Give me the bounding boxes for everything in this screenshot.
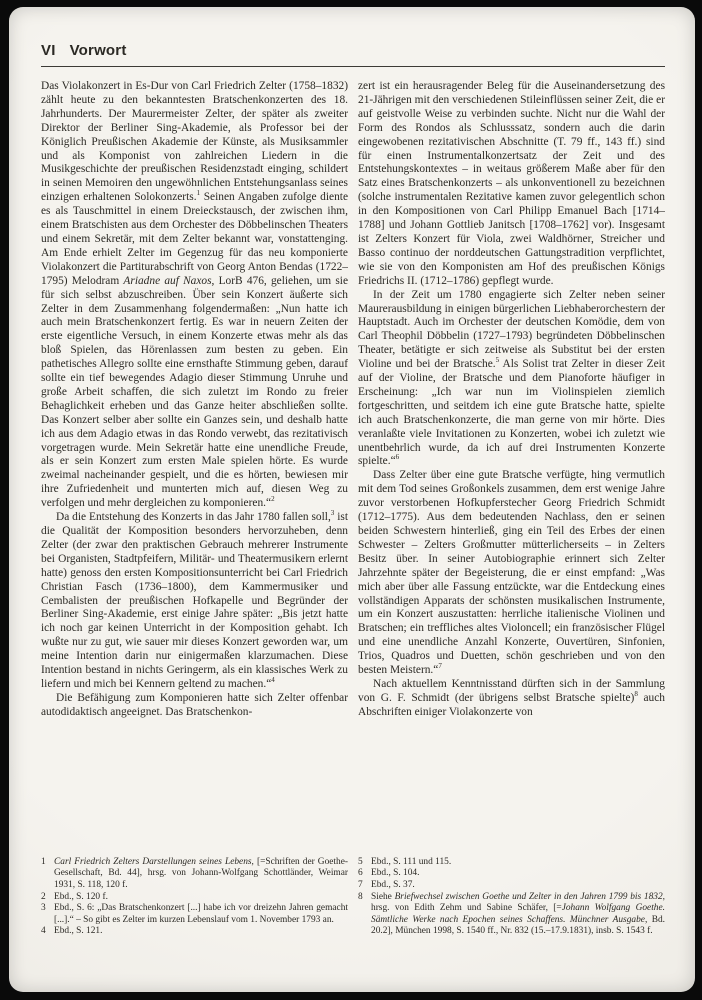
footnote-number: 4 — [41, 926, 46, 937]
footnote-text: Ebd., S. 6: „Das Bratschenkonzert [...] habe ich vor dreizehn Jahren gemacht [...].“ – So gibt es Zelter im kurzen Lebenslauf vom 1. November 1793 an. — [54, 903, 348, 925]
footnotes-right — [358, 857, 665, 952]
page-title: Vorwort — [69, 42, 127, 59]
paragraph: zert ist ein herausragender Beleg für die Auseinandersetzung des 21-Jährigen mit den verschiedenen Stileinflüssen seiner Zeit, die er auf geistvolle Weise zu verbinden suchte. Nicht nur die Wahl der Form des Rondos als Schlusssatz, sondern auch die darin eingewobenen rezitativischen Abschnitte (T. 79 ff., 143 ff.) sind für einen Instrumentalkonzertsatz der Zeit und des Entstehungskontextes – in weitaus größerem Maße aber für den Satz eines Bratschenkonzerts – als unkonventionell zu bezeichnen (solche instrumentalen Rezitative kamen zuvor gelegentlich schon in den Kompositionen von Carl Philipp Emanuel Bach [1714–1788] und Johann Gottlieb Janitsch [1708–1762] vor). Insgesamt ist Zelters Konzert für Viola, zwei Waldhörner, Streicher und Basso continuo der norddeutschen Gattungstradition verpflichtet, wie sie von den Komponisten am Hof des preußischen Königs Friedrichs II. (1712–1786) gepflegt wurde. — [358, 80, 665, 287]
footnote-text: Ebd., S. 104. — [371, 868, 420, 879]
footnote-text: Ebd., S. 111 und 115. — [371, 856, 452, 867]
footnote — [41, 926, 348, 938]
document-page — [9, 7, 695, 992]
footnote-number: 2 — [41, 891, 46, 902]
footnote-number: 8 — [358, 891, 363, 902]
text-columns — [41, 80, 665, 952]
paragraph: Die Befähigung zum Komponieren hatte sich Zelter offenbar autodidaktisch angeeignet. Das Bratschenkon- — [41, 691, 348, 718]
left-column — [41, 80, 348, 952]
right-column — [358, 80, 665, 952]
footnote — [358, 892, 665, 938]
footnote-number: 3 — [41, 903, 46, 914]
footnote-text: Ebd., S. 120 f. — [54, 891, 108, 902]
footnote — [41, 857, 348, 892]
footnote-text: Carl Friedrich Zelters Darstellungen seines Lebens, [=Schriften der Goethe-Gesellschaft, Bd. 44], hrsg. von Johann-Wolfgang Schottländer, Weimar 1931, S. 118, 120 f. — [54, 856, 348, 891]
page-header — [41, 42, 665, 67]
footnote-number: 7 — [358, 880, 363, 891]
footnote-text: Siehe Briefwechsel zwischen Goethe und Zelter in den Jahren 1799 bis 1832, hrsg. von Edith Zehm und Sabine Schäfer, [=Johann Wolfgang Goethe. Sämtliche Werke nach Epochen seines Schaffens. Münchner Ausgabe, Bd. 20.2], München 1998, S. 1540 ff., Nr. 832 (15.–17.9.1831), insb. S. 1543 f. — [371, 891, 665, 937]
footnote-number: 5 — [358, 856, 363, 867]
footnote-number: 6 — [358, 868, 363, 879]
page-number: VI — [41, 42, 56, 59]
footnote-text: Ebd., S. 37. — [371, 880, 415, 891]
paragraph: Da die Entstehung des Konzerts in das Jahr 1780 fallen soll,$^3$ ist die Qualität der Komposition besonders hervorzuheben, denn Zelter (der zwar den praktischen Gebrauch mehrerer Instrumente bei Organisten, Stadtpfeifern, Militär- und Theatermusikern erlernt hatte) genoss den ersten Kompositionsunterricht bei Carl Friedrich Christian Fasch (1736–1800), dem Kammermusiker und Cembalisten der preußischen Hofkapelle und Begründer der Berliner Sing-Akademie, erst einige Jahre später: „Bis jetzt hatte ich noch gar keinen Unterricht in der Komposition gehabt. Ich wußte nur zu gut, wie sauer mir dieses Konzert geworden war, um meine Intention darin nur einigermaßen klarzumachen. Diese Intention bestand in nichts Geringerm, als ein klassisches Werk zu liefern und mich bei Kennern geltend zu machen.“$^4$ — [41, 509, 348, 690]
footnote — [41, 903, 348, 926]
footnote-text: Ebd., S. 121. — [54, 926, 103, 937]
footnote — [358, 880, 665, 892]
right-body-text — [358, 80, 665, 720]
paragraph: Nach aktuellem Kenntnisstand dürften sich in der Sammlung von G. F. Schmidt (der übrigens selbst Bratsche spielte)$^8$ auch Abschriften einiger Violakonzerte von — [358, 677, 665, 718]
left-body-text — [41, 80, 348, 720]
footnote — [358, 868, 665, 880]
paragraph: Dass Zelter über eine gute Bratsche verfügte, hing vermutlich mit dem Tod seines Großonkels zusammen, dem erst wenige Jahre zuvor verstorbenen Hofkupferstecher Georg Friedrich Schmidt (1712–1775). Aus dem bedeutenden Nachlass, den er seinen beiden Schwestern hinterließ, ging ein Teil des Erbes der einen Schwester – Zelters Großmutter mütterlicherseits – in Zelters Besitz über. In seiner Autobiographie erinnert sich Zelter Jahrzehnte später der Begeisterung, die er einst empfand: „Was mich aber über alle Fassung entzückte, war die Entdeckung eines vollständigen Apparats der schönsten musikalischen Instrumente, um ein Konzert auszustatten: herrliche italienische Violinen und Bratschen; ein treffliches altes Violoncell; ein französischer Flügel und eine unendliche Anzahl Konzerte, Ouvertüren, Sinfonien, Trios, Quadros und Duetten, schön geschrieben und von den besten Meistern.“$^7$ — [358, 469, 665, 677]
footnote — [41, 892, 348, 904]
footnote-number: 1 — [41, 856, 46, 867]
paragraph: In der Zeit um 1780 engagierte sich Zelter neben seiner Maurerausbildung in einigen bürgerlichen Liebhaberorchestern der Hauptstadt. Auch im Orchester der deutschen Komödie, dem von Carl Theophil Döbbelin (1727–1793) begründeten Döbbelinschen Theater, betätigte er sich zeitweise als Substitut bei der ersten Violine und bei der Bratsche.$^5$ Als Solist trat Zelter in dieser Zeit auf der Violine, der Bratsche und dem Pianoforte häufiger in Erscheinung: „Ich war nun im Violinspielen ziemlich fortgeschritten, und seitdem ich eine gute Bratsche hatte, spielte ich auch Bratschenkonzerte, die man gerne von mir hörte. Dies veranlaßte viele Invitationen zu Konzerten, wobei ich zuletzt wie unentbehrlich wurde, da ich auf drei Instrumenten Konzerte spielte.“$^6$ — [358, 288, 665, 468]
footnotes-left — [41, 857, 348, 952]
paragraph: Das Violakonzert in Es-Dur von Carl Friedrich Zelter (1758–1832) zählt heute zu den bekanntesten Bratschenkonzerten des 18. Jahrhunderts. Der Maurermeister Zelter, der später als zweiter Direktor der Berliner Sing-Akademie, als Professor bei der Königlich Preußischen Akademie der Künste, als Musiksammler und als Komponist von zahlreichen Liedern in die Musikgeschichte der preußischen Residenzstadt einging, schildert in seinen Memoiren den ungewöhnlichen Entstehungsanlass seines einzigen erhaltenen Solokonzerts.$^1$ Seinen Angaben zufolge diente es als Tauschmittel in einem Dreieckstausch, der zwischen ihm, einem Bratschisten aus dem Orchester des Döbbelinschen Theaters und einem Sekretär, mit dem Zelter bekannt war, vonstattenging. Am Ende erhielt Zelter im Gegenzug für das neu komponierte Violakonzert die Partiturabschrift von Georg Anton Bendas (1722–1795) Melodram Ariadne auf Naxos, LorB 476, geliehen, um sie für sich selbst abzuschreiben. Über sein Konzert äußerte sich Zelter in dem Zusammenhang folgendermaßen: „Nun hatte ich auch mein Bratschenkonzert fertig. Es war in neuern Zeiten der erste eigentliche Versuch, in einem Konzerte etwas mehr als das bloß Spielen, das Hörenlassen zum besten zu geben. Ein pathetisches Allegro sollte eine ernsthafte Stimmung geben, darauf sollte ein tief bewegendes Adagio dieser Stimmung Unruhe und große Arbeit schaffen, die sich zuletzt im Rondo zu freier Behaglichkeit erheben und das Ganze heiter abschließen sollte. Das Konzert selber aber sollte ein Ganzes sein, und deshalb hatte ich aus dem Adagio etwas in das Rondo verwebt, das rezitativisch vorgetragen wurde. Mein Sekretär hatte eine unendliche Freude, als er sein Konzert zum ersten Male spielen hörte. Es wurde zweimal nacheinander gespielt, und die es hörten, bewiesen mir ihre Zufriedenheit und munterten mich auf, diesen Weg zu verfolgen und mehr dergleichen zu komponieren.“$^2$ — [41, 80, 348, 510]
footnote — [358, 857, 665, 869]
